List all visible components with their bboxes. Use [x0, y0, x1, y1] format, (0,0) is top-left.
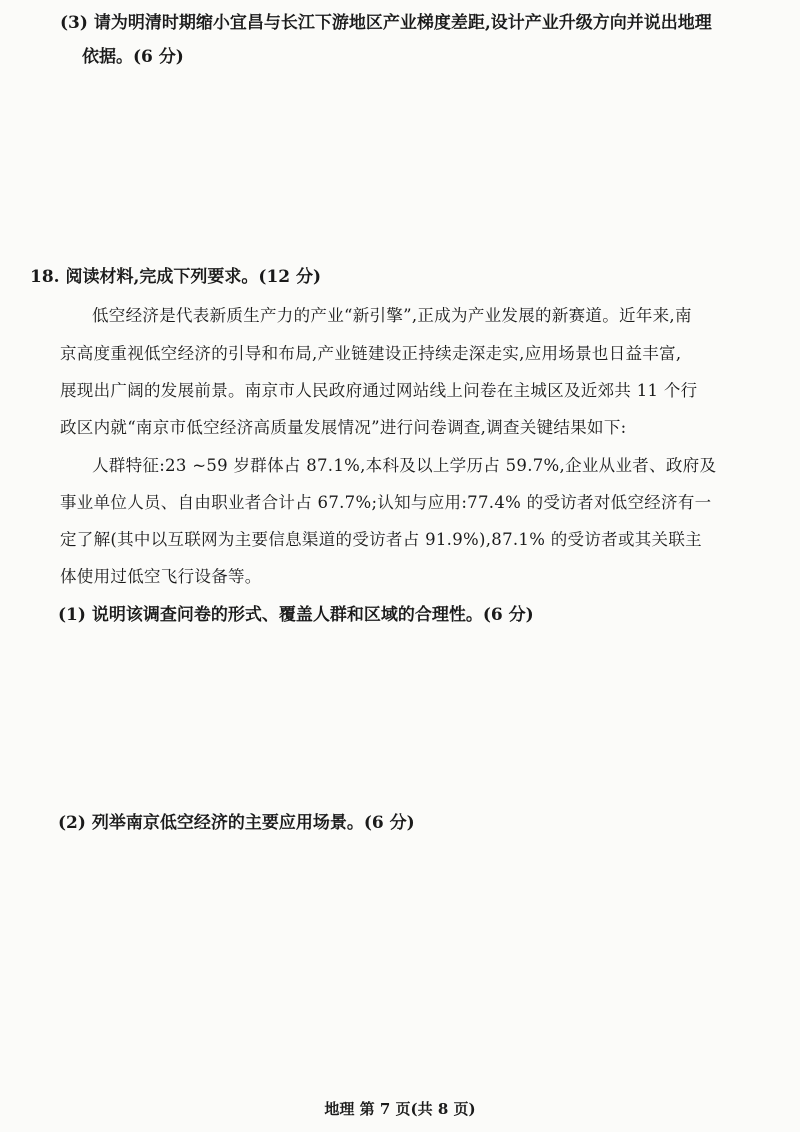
q18-heading: 18. 阅读材料,完成下列要求。(12 分)	[30, 267, 322, 287]
material-line: 体使用过低空飞行设备等。	[60, 567, 262, 586]
material-line: 人群特征:23 ~59 岁群体占 87.1%,本科及以上学历占 59.7%,企业从业者、政府及	[92, 456, 717, 475]
q18-sub2: (2) 列举南京低空经济的主要应用场景。(6 分)	[58, 813, 415, 833]
material-line: 事业单位人员、自由职业者合计占 67.7%;认知与应用:77.4% 的受访者对低空经济有一	[60, 493, 712, 512]
material-line: 展现出广阔的发展前景。南京市人民政府通过网站线上问卷在主城区及近郊共 11 个行	[60, 381, 698, 400]
material-line: 低空经济是代表新质生产力的产业“新引擎”,正成为产业发展的新赛道。近年来,南	[92, 306, 692, 325]
material-line: 政区内就“南京市低空经济高质量发展情况”进行问卷调查,调查关键结果如下:	[60, 418, 627, 437]
material-line: 定了解(其中以互联网为主要信息渠道的受访者占 91.9%),87.1% 的受访者或其关联主	[60, 530, 702, 549]
q18-sub1: (1) 说明该调查问卷的形式、覆盖人群和区域的合理性。(6 分)	[58, 605, 534, 625]
material-line: 京高度重视低空经济的引导和布局,产业链建设正持续走深走实,应用场景也日益丰富,	[60, 344, 682, 363]
q17-3-line2: 依据。(6 分)	[82, 47, 184, 67]
page-footer: 地理 第 7 页(共 8 页)	[324, 1100, 476, 1118]
q17-3-line1: (3) 请为明清时期缩小宜昌与长江下游地区产业梯度差距,设计产业升级方向并说出地理	[60, 13, 712, 33]
